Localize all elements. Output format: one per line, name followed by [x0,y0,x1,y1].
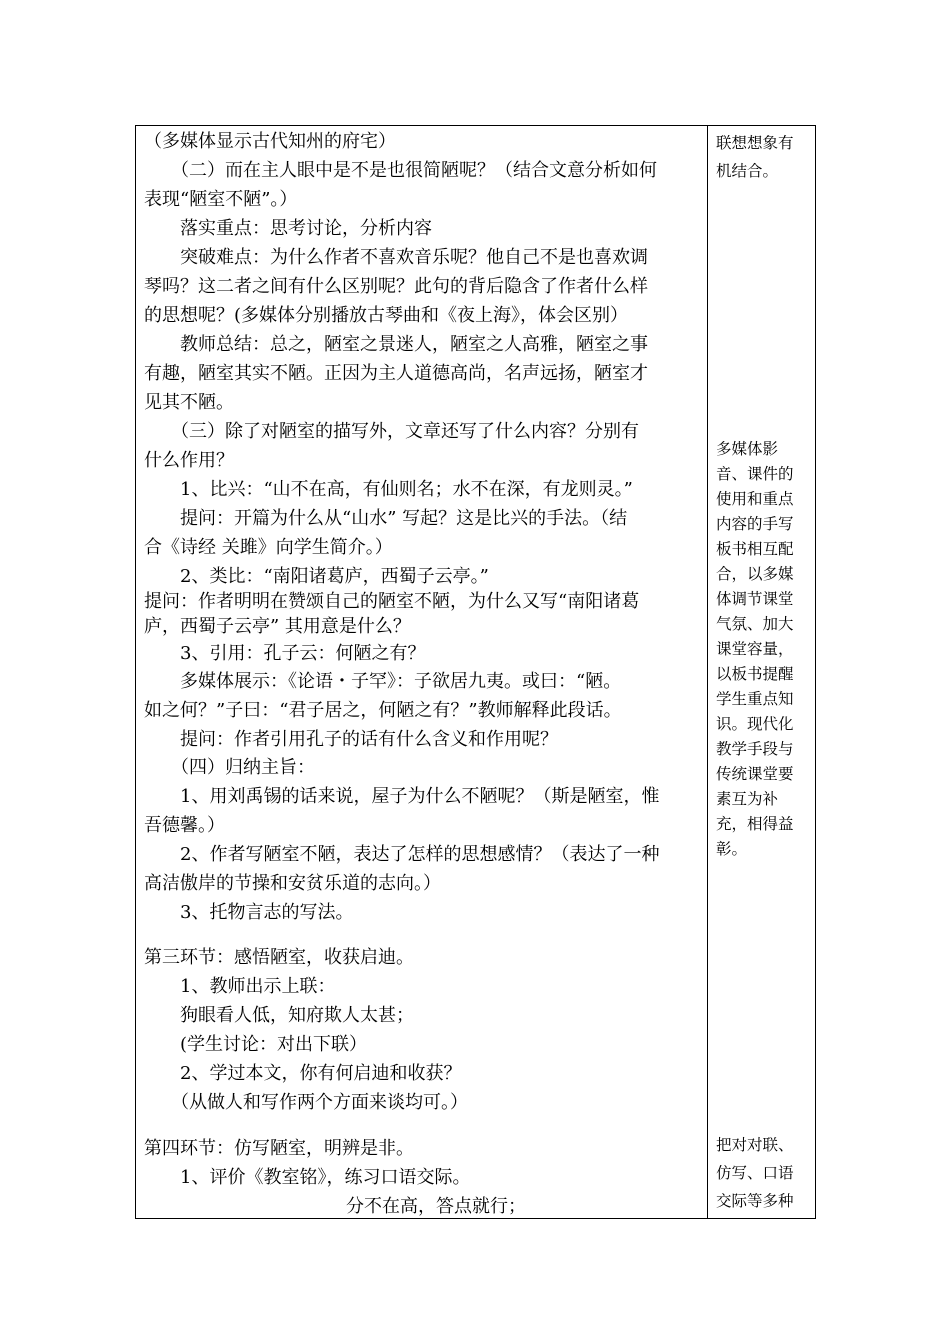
section-heading: 第三环节：感悟陋室，收获启迪。 [144,947,414,968]
text-line: 如之何？”子曰：“君子居之，何陋之有？”教师解释此段话。 [144,700,622,721]
note-line: 音、课件的 [716,465,794,483]
note-line: 充，相得益 [716,815,794,833]
text-line: 狗眼看人低，知府欺人太甚； [144,1005,414,1026]
text-line: 分不在高，答点就行； [346,1196,526,1217]
lesson-table [135,125,816,1219]
text-line: 教师总结：总之，陋室之景迷人，陋室之人高雅，陋室之事 [144,334,648,355]
text-line: 2、学过本文，你有何启迪和收获？ [144,1063,462,1084]
note-line: 传统课堂要 [716,765,794,783]
text-line: （二）而在主人眼中是不是也很简陋呢？（结合文意分析如何 [144,160,657,181]
text-line: 见其不陋。 [144,392,234,413]
text-line: 1、比兴：“山不在高，有仙则名；水不在深，有龙则灵。” [144,479,633,500]
text-line: 1、用刘禹锡的话来说，屋子为什么不陋呢？（斯是陋室，惟 [144,786,660,807]
note-line: 课堂容量， [716,640,794,658]
text-line: 突破难点：为什么作者不喜欢音乐呢？他自己不是也喜欢调 [144,247,648,268]
note-line: 板书相互配 [716,540,794,558]
note-line: 学生重点知 [716,690,794,708]
teaching-content-cell [136,126,707,1218]
note-line: 把对对联、 [716,1136,794,1154]
text-line: 提问：作者明明在赞颂自己的陋室不陋，为什么又写“南阳诸葛 [144,591,640,612]
note-line: 教学手段与 [716,740,794,758]
text-line: （四）归纳主旨： [144,757,315,778]
text-line: 的思想呢？(多媒体分别播放古琴曲和《夜上海》，体会区别） [144,305,629,326]
note-line: 内容的手写 [716,515,794,533]
section-heading: 第四环节：仿写陋室，明辨是非。 [144,1138,414,1159]
note-line: 体调节课堂 [716,590,794,608]
text-line: 合《诗经 关雎》向学生简介。） [144,537,393,558]
text-line: 2、类比：“南阳诸葛庐，西蜀子云亭。” [144,566,489,587]
text-line: （从做人和写作两个方面来谈均可。） [144,1092,468,1113]
text-line: 提问：作者引用孔子的话有什么含义和作用呢？ [144,729,558,750]
text-line: 吾德馨。） [144,815,225,836]
text-line: 3、引用：孔子云：何陋之有？ [144,643,426,664]
text-line: 1、评价《教室铭》，练习口语交际。 [144,1167,471,1188]
text-line: 什么作用？ [144,450,234,471]
text-line: 1、教师出示上联： [144,976,336,997]
design-intent-cell [708,126,815,1218]
text-line: 高洁傲岸的节操和安贫乐道的志向。） [144,873,441,894]
text-line: 庐，西蜀子云亭” 其用意是什么？ [144,616,411,637]
text-line: 提问：开篇为什么从“山水” 写起？这是比兴的手法。（结 [144,508,628,529]
note-line: 交际等多种 [716,1192,794,1210]
note-line: 识。现代化 [716,715,794,733]
note-line: 联想想象有 [716,134,794,152]
note-line: 以板书提醒 [716,665,794,683]
text-line: 表现“陋室不陋”。） [144,189,298,210]
text-line: 琴吗？这二者之间有什么区别呢？此句的背后隐含了作者什么样 [144,276,648,297]
note-line: 气氛、加大 [716,615,794,633]
text-line: 多媒体展示：《论语・子罕》：子欲居九夷。或曰：“陋。 [144,671,622,692]
note-line: 彰。 [716,840,748,858]
text-line: 有趣，陋室其实不陋。正因为主人道德高尚，名声远扬，陋室才 [144,363,648,384]
text-line: (学生讨论：对出下联） [144,1034,368,1055]
note-line: 仿写、口语 [716,1164,794,1182]
note-line: 机结合。 [716,162,779,180]
text-line: （三）除了对陋室的描写外，文章还写了什么内容？分别有 [144,421,639,442]
note-line: 多媒体影 [716,440,779,458]
text-line: 2、作者写陋室不陋，表达了怎样的思想感情？（表达了一种 [144,844,660,865]
note-line: 素互为补 [716,790,779,808]
text-line: 落实重点：思考讨论，分析内容 [144,218,432,239]
note-line: 使用和重点 [716,490,794,508]
text-line: 3、托物言志的写法。 [144,902,354,923]
text-line: （多媒体显示古代知州的府宅） [144,131,396,152]
note-line: 合，以多媒 [716,565,794,583]
